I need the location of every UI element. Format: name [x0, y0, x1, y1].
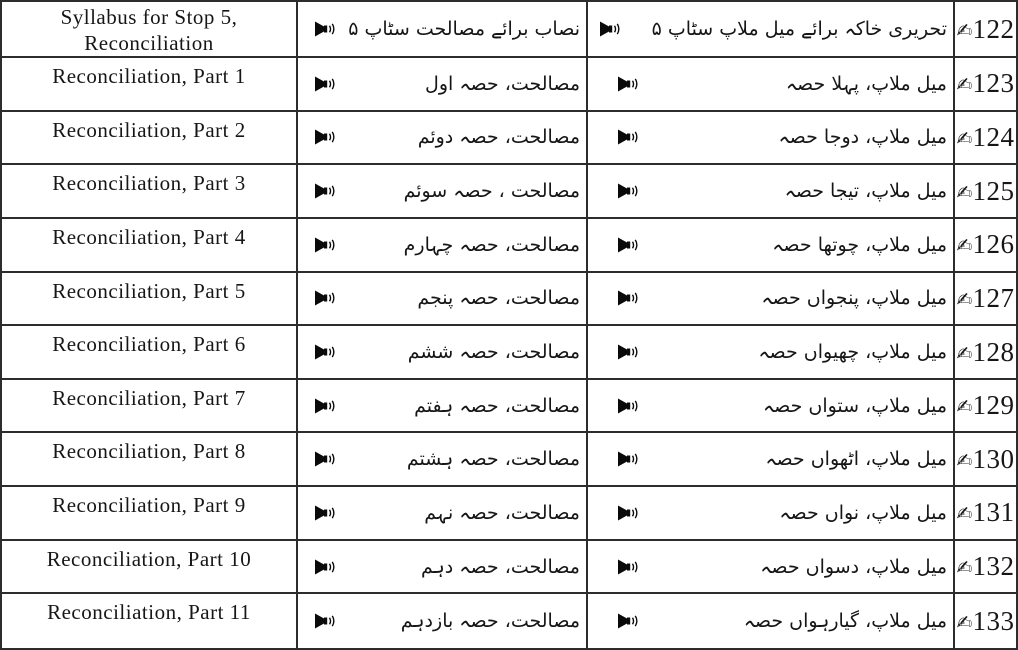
writing-hand-icon: ✍	[956, 288, 973, 311]
writing-hand-icon: ✍	[956, 74, 973, 97]
writing-hand-icon: ✍	[956, 503, 973, 526]
speaker-icon[interactable]	[315, 505, 338, 520]
urdu-title: مصالحت، حصہ ہشتم	[406, 448, 580, 471]
urdu-title: مصالحت ، حصہ سوئم	[403, 180, 580, 203]
entry-number: 124	[972, 121, 1015, 152]
english-title: Reconciliation, Part 4	[52, 224, 246, 249]
speaker-icon[interactable]	[600, 22, 623, 37]
punjabi-title: میل ملاپ، پہلا حصہ	[785, 72, 947, 95]
punjabi-title: میل ملاپ، اٹھواں حصہ	[765, 448, 947, 471]
english-title: Reconciliation, Part 7	[52, 385, 246, 410]
punjabi-title-cell	[588, 2, 955, 58]
entry-number: 132	[972, 551, 1015, 582]
speaker-icon[interactable]	[315, 398, 338, 413]
entry-number-link[interactable]	[955, 58, 1016, 112]
speaker-icon[interactable]	[315, 237, 338, 252]
punjabi-title-cell	[588, 380, 955, 434]
writing-hand-icon: ✍	[956, 19, 973, 42]
table-row	[2, 380, 1016, 434]
entry-number: 122	[972, 13, 1015, 44]
entry-number: 128	[972, 336, 1015, 367]
speaker-icon[interactable]	[618, 614, 641, 629]
english-title-cell	[2, 594, 298, 648]
table-row	[2, 58, 1016, 112]
punjabi-title-cell	[588, 487, 955, 541]
table-row	[2, 433, 1016, 487]
english-title-cell	[2, 219, 298, 273]
writing-hand-icon: ✍	[956, 611, 973, 634]
english-title: Reconciliation, Part 6	[52, 332, 246, 357]
english-title: Reconciliation, Part 3	[52, 171, 246, 196]
english-title-cell	[2, 541, 298, 595]
speaker-icon[interactable]	[315, 345, 338, 360]
urdu-title-cell	[298, 58, 588, 112]
writing-hand-icon: ✍	[956, 181, 973, 204]
english-title-cell	[2, 326, 298, 380]
speaker-icon[interactable]	[315, 559, 338, 574]
entry-number-link[interactable]	[955, 165, 1016, 219]
english-title-cell	[2, 2, 298, 58]
speaker-icon[interactable]	[618, 398, 641, 413]
punjabi-title: میل ملاپ، دوجا حصہ	[778, 126, 947, 149]
table-row	[2, 541, 1016, 595]
english-title-cell	[2, 380, 298, 434]
punjabi-title-cell	[588, 594, 955, 648]
speaker-icon[interactable]	[315, 614, 338, 629]
writing-hand-icon: ✍	[956, 127, 973, 150]
speaker-icon[interactable]	[315, 22, 338, 37]
punjabi-title: میل ملاپ، پنجواں حصہ	[761, 287, 947, 310]
urdu-title: مصالحت، حصہ دہم	[421, 555, 580, 578]
urdu-title-cell	[298, 2, 588, 58]
urdu-title-cell	[298, 219, 588, 273]
table-row	[2, 326, 1016, 380]
urdu-title-cell	[298, 112, 588, 166]
urdu-title: مصالحت، حصہ ششم	[407, 341, 580, 364]
urdu-title: مصالحت، حصہ نہم	[424, 501, 580, 524]
english-title: Syllabus for Stop 5, Reconciliation	[60, 5, 238, 56]
speaker-icon[interactable]	[315, 452, 338, 467]
punjabi-title: میل ملاپ، گیارہواں حصہ	[743, 610, 947, 633]
urdu-title-cell	[298, 165, 588, 219]
entry-number-link[interactable]	[955, 541, 1016, 595]
english-title: Reconciliation, Part 5	[52, 278, 246, 303]
punjabi-title-cell	[588, 219, 955, 273]
writing-hand-icon: ✍	[956, 396, 973, 419]
speaker-icon[interactable]	[315, 76, 338, 91]
table-row	[2, 165, 1016, 219]
entry-number: 123	[972, 68, 1015, 99]
urdu-title-cell	[298, 433, 588, 487]
english-title: Reconciliation, Part 1	[52, 64, 246, 88]
table-row	[2, 487, 1016, 541]
speaker-icon[interactable]	[618, 237, 641, 252]
speaker-icon[interactable]	[315, 291, 338, 306]
entry-number-link[interactable]	[955, 2, 1016, 58]
punjabi-title-cell	[588, 541, 955, 595]
speaker-icon[interactable]	[618, 76, 641, 91]
english-title-cell	[2, 433, 298, 487]
punjabi-title-cell	[588, 433, 955, 487]
speaker-icon[interactable]	[618, 345, 641, 360]
writing-hand-icon: ✍	[956, 449, 973, 472]
writing-hand-icon: ✍	[956, 342, 973, 365]
urdu-title: نصاب برائے مصالحت سٹاپ ۵	[348, 18, 580, 40]
urdu-title: مصالحت، حصہ دوئم	[417, 126, 580, 149]
entry-number: 133	[972, 605, 1015, 636]
table-row	[2, 219, 1016, 273]
english-title-cell	[2, 112, 298, 166]
entry-number-link[interactable]	[955, 487, 1016, 541]
punjabi-title: میل ملاپ، چوتھا حصہ	[772, 233, 947, 256]
punjabi-title: تحریری خاکہ برائے میل ملاپ سٹاپ ۵	[651, 18, 947, 40]
urdu-title: مصالحت، حصہ اول	[425, 72, 580, 95]
entry-number: 127	[972, 282, 1015, 313]
english-title-cell	[2, 273, 298, 327]
english-title-cell	[2, 487, 298, 541]
entry-number: 125	[972, 175, 1015, 206]
entry-number-link[interactable]	[955, 594, 1016, 648]
entry-number-link[interactable]	[955, 433, 1016, 487]
english-title: Reconciliation, Part 10	[46, 546, 252, 571]
speaker-icon[interactable]	[315, 184, 338, 199]
entry-number-link[interactable]	[955, 380, 1016, 434]
urdu-title-cell	[298, 487, 588, 541]
english-title: Reconciliation, Part 2	[52, 117, 246, 142]
urdu-title-cell	[298, 380, 588, 434]
writing-hand-icon: ✍	[956, 557, 973, 580]
english-title-cell	[2, 58, 298, 112]
punjabi-title-cell	[588, 165, 955, 219]
speaker-icon[interactable]	[618, 505, 641, 520]
punjabi-title: میل ملاپ، نواں حصہ	[779, 501, 947, 524]
speaker-icon[interactable]	[618, 130, 641, 145]
urdu-title: مصالحت، حصہ چہارم	[403, 233, 580, 256]
speaker-icon[interactable]	[618, 452, 641, 467]
entry-number-link[interactable]	[955, 112, 1016, 166]
table-row	[2, 112, 1016, 166]
entry-number-link[interactable]	[955, 326, 1016, 380]
entry-number: 129	[972, 390, 1015, 421]
entry-number: 130	[972, 443, 1015, 474]
punjabi-title: میل ملاپ، دسواں حصہ	[760, 555, 947, 578]
urdu-title: مصالحت، حصہ بازدہم	[400, 610, 580, 633]
urdu-title-cell	[298, 594, 588, 648]
punjabi-title-cell	[588, 58, 955, 112]
entry-number: 131	[972, 497, 1015, 528]
entry-number: 126	[972, 229, 1015, 260]
punjabi-title: میل ملاپ، چھیواں حصہ	[758, 341, 947, 364]
english-title: Reconciliation, Part 9	[52, 493, 246, 518]
english-title: Reconciliation, Part 11	[47, 600, 251, 625]
table-row	[2, 2, 1016, 58]
english-title-cell	[2, 165, 298, 219]
table-row	[2, 273, 1016, 327]
speaker-icon[interactable]	[618, 291, 641, 306]
punjabi-title-cell	[588, 273, 955, 327]
urdu-title-cell	[298, 273, 588, 327]
speaker-icon[interactable]	[618, 184, 641, 199]
speaker-icon[interactable]	[618, 559, 641, 574]
speaker-icon[interactable]	[315, 130, 338, 145]
entry-number-link[interactable]	[955, 219, 1016, 273]
punjabi-title: میل ملاپ، ستواں حصہ	[762, 394, 947, 417]
urdu-title-cell	[298, 326, 588, 380]
punjabi-title-cell	[588, 326, 955, 380]
entry-number-link[interactable]	[955, 273, 1016, 327]
punjabi-title: میل ملاپ، تیجا حصہ	[784, 180, 947, 203]
urdu-title: مصالحت، حصہ ہفتم	[414, 394, 580, 417]
english-title: Reconciliation, Part 8	[52, 439, 246, 464]
urdu-title: مصالحت، حصہ پنجم	[417, 287, 580, 310]
urdu-title-cell	[298, 541, 588, 595]
writing-hand-icon: ✍	[956, 235, 973, 258]
punjabi-title-cell	[588, 112, 955, 166]
table-row	[2, 594, 1016, 648]
